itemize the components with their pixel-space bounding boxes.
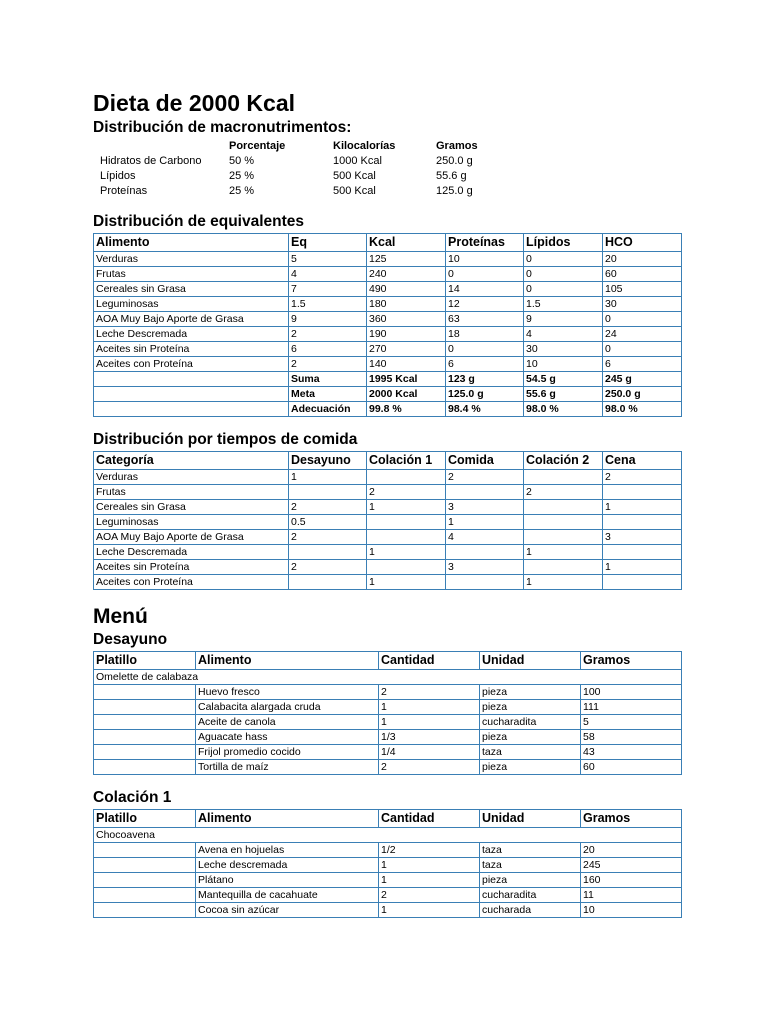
equiv-cell: 2: [289, 327, 367, 342]
desayuno-cell: Frijol promedio cocido: [196, 745, 379, 760]
equiv-row: [94, 267, 682, 282]
equiv-cell: 9: [289, 312, 367, 327]
equiv-cell: 2: [289, 357, 367, 372]
tiempos-cell: [367, 530, 446, 545]
tiempos-cell: [524, 470, 603, 485]
desayuno-cell: 100: [581, 685, 682, 700]
desayuno-cell: Calabacita alargada cruda: [196, 700, 379, 715]
equiv-cell: 6: [289, 342, 367, 357]
tiempos-cell: Leguminosas: [94, 515, 289, 530]
equiv-summary-cell: Meta: [289, 387, 367, 402]
colacion1-cell: taza: [480, 843, 581, 858]
equiv-cell: 190: [367, 327, 446, 342]
equiv-cell: 125: [367, 252, 446, 267]
tiempos-cell: 1: [446, 515, 524, 530]
equiv-summary-cell: 123 g: [446, 372, 524, 387]
equiv-row: [94, 342, 682, 357]
desayuno-cell: 1/3: [379, 730, 480, 745]
tiempos-cell: Aceites sin Proteína: [94, 560, 289, 575]
equiv-cell: 0: [446, 342, 524, 357]
desayuno-cell: Huevo fresco: [196, 685, 379, 700]
equiv-cell: 4: [524, 327, 603, 342]
tiempos-cell: 1: [603, 500, 682, 515]
equiv-cell: 0: [603, 312, 682, 327]
equiv-cell: 270: [367, 342, 446, 357]
equiv-cell: 0: [446, 267, 524, 282]
colacion1-cell: Plátano: [196, 873, 379, 888]
equiv-cell: 5: [289, 252, 367, 267]
macro-cell: 250.0 g: [436, 155, 473, 167]
desayuno-ingredient-row: [94, 715, 682, 730]
macro-cell: 500 Kcal: [333, 185, 376, 197]
colacion1-cell: [94, 888, 196, 903]
desayuno-ingredient-row: [94, 730, 682, 745]
colacion1-header-cell: Alimento: [196, 810, 379, 828]
tiempos-cell: 2: [446, 470, 524, 485]
equiv-cell: 30: [603, 297, 682, 312]
colacion1-cell: [94, 903, 196, 918]
colacion1-ingredient-row: [94, 873, 682, 888]
equiv-cell: Aceites con Proteína: [94, 357, 289, 372]
colacion1-cell: 160: [581, 873, 682, 888]
macro-row: [93, 154, 516, 169]
macro-header: [93, 139, 229, 154]
tiempos-cell: Cereales sin Grasa: [94, 500, 289, 515]
tiempos-header-cell: Comida: [446, 452, 524, 470]
equiv-heading: Distribución de equivalentes: [93, 213, 305, 230]
colacion1-cell: Mantequilla de cacahuate: [196, 888, 379, 903]
desayuno-cell: 5: [581, 715, 682, 730]
equiv-summary-cell: Adecuación: [289, 402, 367, 417]
desayuno-header-cell: Alimento: [196, 652, 379, 670]
macro-cell: Hidratos de Carbono: [100, 155, 202, 167]
colacion1-cell: Cocoa sin azúcar: [196, 903, 379, 918]
desayuno-cell: 1/4: [379, 745, 480, 760]
equiv-cell: 490: [367, 282, 446, 297]
tiempos-header-cell: Colación 2: [524, 452, 603, 470]
desayuno-cell: 111: [581, 700, 682, 715]
tiempos-cell: 3: [446, 560, 524, 575]
equiv-summary-cell: 245 g: [603, 372, 682, 387]
tiempos-cell: [524, 500, 603, 515]
colacion1-cell: Leche descremada: [196, 858, 379, 873]
desayuno-cell: [94, 760, 196, 775]
tiempos-cell: 2: [367, 485, 446, 500]
colacion1-cell: 1: [379, 903, 480, 918]
desayuno-cell: pieza: [480, 700, 581, 715]
equiv-cell: 6: [603, 357, 682, 372]
equiv-summary-cell: [94, 372, 289, 387]
colacion1-cell: cucharada: [480, 903, 581, 918]
colacion1-header-cell: Gramos: [581, 810, 682, 828]
colacion1-cell: Avena en hojuelas: [196, 843, 379, 858]
equiv-row: [94, 297, 682, 312]
equiv-summary-row: [94, 372, 682, 387]
equiv-cell: 4: [289, 267, 367, 282]
tiempos-cell: 2: [289, 530, 367, 545]
tiempos-row: [94, 545, 682, 560]
macro-cell: 50 %: [229, 155, 255, 167]
equiv-summary-cell: 98.0 %: [603, 402, 682, 417]
desayuno-cell: 60: [581, 760, 682, 775]
colacion1-ingredient-row: [94, 858, 682, 873]
equiv-summary-cell: 55.6 g: [524, 387, 603, 402]
desayuno-ingredient-row: [94, 700, 682, 715]
equiv-cell: 24: [603, 327, 682, 342]
tiempos-cell: 1: [289, 470, 367, 485]
tiempos-row: [94, 560, 682, 575]
desayuno-cell: 58: [581, 730, 682, 745]
equiv-summary-cell: 98.4 %: [446, 402, 524, 417]
macro-cell: 25 %: [229, 170, 255, 182]
tiempos-cell: Frutas: [94, 485, 289, 500]
equiv-summary-cell: 98.0 %: [524, 402, 603, 417]
tiempos-cell: [603, 485, 682, 500]
equiv-cell: 1.5: [524, 297, 603, 312]
equiv-cell: 9: [524, 312, 603, 327]
macro-row: [93, 184, 516, 199]
tiempos-header-row: [94, 452, 682, 470]
colacion1-cell: 11: [581, 888, 682, 903]
equiv-cell: Aceites sin Proteína: [94, 342, 289, 357]
colacion1-cell: [94, 843, 196, 858]
colacion1-cell: cucharadita: [480, 888, 581, 903]
colacion1-cell: 1: [379, 858, 480, 873]
equiv-summary-cell: Suma: [289, 372, 367, 387]
colacion1-cell: 10: [581, 903, 682, 918]
equiv-row: [94, 282, 682, 297]
tiempos-cell: [289, 545, 367, 560]
tiempos-cell: 2: [289, 560, 367, 575]
equiv-cell: 10: [524, 357, 603, 372]
macro-cell: Lípidos: [100, 170, 136, 182]
desayuno-cell: taza: [480, 745, 581, 760]
tiempos-row: [94, 515, 682, 530]
colacion1-ingredient-row: [94, 888, 682, 903]
tiempos-cell: [603, 575, 682, 590]
equiv-cell: 14: [446, 282, 524, 297]
equiv-cell: 12: [446, 297, 524, 312]
colacion1-cell: taza: [480, 858, 581, 873]
equiv-cell: 0: [524, 252, 603, 267]
desayuno-cell: [94, 685, 196, 700]
desayuno-cell: [94, 730, 196, 745]
equiv-cell: 1.5: [289, 297, 367, 312]
equiv-cell: Leche Descremada: [94, 327, 289, 342]
tiempos-cell: Aceites con Proteína: [94, 575, 289, 590]
macro-cell: 55.6 g: [436, 170, 467, 182]
macro-cell: 1000 Kcal: [333, 155, 382, 167]
tiempos-cell: 2: [524, 485, 603, 500]
tiempos-cell: [446, 545, 524, 560]
desayuno-ingredient-row: [94, 685, 682, 700]
equiv-header-cell: Lípidos: [524, 234, 603, 252]
equiv-cell: Cereales sin Grasa: [94, 282, 289, 297]
tiempos-cell: [289, 485, 367, 500]
colacion1-header-cell: Cantidad: [379, 810, 480, 828]
desayuno-dish-name: Omelette de calabaza: [94, 670, 682, 685]
tiempos-cell: Verduras: [94, 470, 289, 485]
equiv-cell: 0: [524, 282, 603, 297]
equiv-summary-cell: 1995 Kcal: [367, 372, 446, 387]
equiv-summary-cell: [94, 402, 289, 417]
tiempos-cell: 2: [289, 500, 367, 515]
menu-title: Menú: [93, 605, 148, 628]
macro-row: [93, 169, 516, 184]
colacion1-header-cell: Platillo: [94, 810, 196, 828]
desayuno-cell: 1: [379, 700, 480, 715]
colacion1-cell: 1/2: [379, 843, 480, 858]
desayuno-cell: Tortilla de maíz: [196, 760, 379, 775]
equiv-cell: 60: [603, 267, 682, 282]
equiv-cell: 180: [367, 297, 446, 312]
macro-cell: 125.0 g: [436, 185, 473, 197]
colacion1-header-row: [94, 810, 682, 828]
tiempos-cell: [603, 545, 682, 560]
colacion1-cell: 1: [379, 873, 480, 888]
equiv-cell: Frutas: [94, 267, 289, 282]
macro-header: Gramos: [436, 140, 478, 152]
equiv-row: [94, 252, 682, 267]
desayuno-header-cell: Gramos: [581, 652, 682, 670]
desayuno-header-cell: Unidad: [480, 652, 581, 670]
macro-header-row: [93, 139, 516, 154]
desayuno-header-cell: Platillo: [94, 652, 196, 670]
tiempos-header-cell: Desayuno: [289, 452, 367, 470]
equiv-cell: 30: [524, 342, 603, 357]
equiv-cell: 140: [367, 357, 446, 372]
equiv-cell: 360: [367, 312, 446, 327]
tiempos-header-cell: Cena: [603, 452, 682, 470]
equiv-cell: Leguminosas: [94, 297, 289, 312]
desayuno-cell: Aceite de canola: [196, 715, 379, 730]
equiv-row: [94, 312, 682, 327]
equiv-cell: 6: [446, 357, 524, 372]
tiempos-cell: 1: [524, 545, 603, 560]
desayuno-dish-row: [94, 670, 682, 685]
tiempos-cell: [603, 515, 682, 530]
desayuno-cell: cucharadita: [480, 715, 581, 730]
equiv-cell: 63: [446, 312, 524, 327]
equiv-cell: 0: [524, 267, 603, 282]
macro-cell: 500 Kcal: [333, 170, 376, 182]
desayuno-cell: 1: [379, 715, 480, 730]
equiv-header-cell: Alimento: [94, 234, 289, 252]
tiempos-cell: [367, 470, 446, 485]
colacion1-ingredient-row: [94, 843, 682, 858]
tiempos-cell: 4: [446, 530, 524, 545]
breakfast-menu-table: [93, 651, 682, 775]
macro-cell: 25 %: [229, 185, 255, 197]
colacion1-cell: 245: [581, 858, 682, 873]
tiempos-cell: [524, 560, 603, 575]
tiempos-cell: [524, 530, 603, 545]
equiv-summary-cell: [94, 387, 289, 402]
colacion1-header-cell: Unidad: [480, 810, 581, 828]
tiempos-cell: [367, 560, 446, 575]
equiv-summary-cell: 54.5 g: [524, 372, 603, 387]
desayuno-ingredient-row: [94, 760, 682, 775]
tiempos-heading: Distribución por tiempos de comida: [93, 431, 358, 448]
desayuno-cell: [94, 700, 196, 715]
macro-table: [93, 139, 516, 199]
tiempos-row: [94, 500, 682, 515]
tiempos-cell: 3: [603, 530, 682, 545]
colacion1-cell: 2: [379, 888, 480, 903]
equiv-cell: 18: [446, 327, 524, 342]
tiempos-cell: [524, 515, 603, 530]
equiv-cell: AOA Muy Bajo Aporte de Grasa: [94, 312, 289, 327]
tiempos-cell: 0.5: [289, 515, 367, 530]
equiv-header-row: [94, 234, 682, 252]
colacion1-cell: [94, 858, 196, 873]
equiv-row: [94, 327, 682, 342]
desayuno-cell: 2: [379, 760, 480, 775]
equiv-summary-row: [94, 402, 682, 417]
tiempos-cell: 1: [524, 575, 603, 590]
tiempos-cell: 1: [367, 545, 446, 560]
desayuno-header-cell: Cantidad: [379, 652, 480, 670]
equiv-header-cell: Proteínas: [446, 234, 524, 252]
equiv-header-cell: Kcal: [367, 234, 446, 252]
macro-heading: Distribución de macronutrimentos:: [93, 119, 352, 136]
desayuno-cell: pieza: [480, 760, 581, 775]
tiempos-header-cell: Categoría: [94, 452, 289, 470]
equiv-cell: 20: [603, 252, 682, 267]
tiempos-header-cell: Colación 1: [367, 452, 446, 470]
equiv-header-cell: Eq: [289, 234, 367, 252]
colacion1-cell: 20: [581, 843, 682, 858]
macro-header: Kilocalorías: [333, 140, 396, 152]
desayuno-cell: 43: [581, 745, 682, 760]
tiempos-cell: [367, 515, 446, 530]
tiempos-cell: [289, 575, 367, 590]
equiv-row: [94, 357, 682, 372]
equiv-summary-cell: 99.8 %: [367, 402, 446, 417]
macro-header: Porcentaje: [229, 140, 286, 152]
tiempos-cell: 1: [603, 560, 682, 575]
tiempos-cell: 1: [367, 575, 446, 590]
equiv-summary-cell: 250.0 g: [603, 387, 682, 402]
desayuno-ingredient-row: [94, 745, 682, 760]
tiempos-row: [94, 485, 682, 500]
tiempos-cell: 1: [367, 500, 446, 515]
equiv-summary-cell: 2000 Kcal: [367, 387, 446, 402]
equiv-summary-row: [94, 387, 682, 402]
page-title: Dieta de 2000 Kcal: [93, 90, 296, 116]
colacion1-dish-row: [94, 828, 682, 843]
colacion1-dish-name: Chocoavena: [94, 828, 682, 843]
colacion1-cell: [94, 873, 196, 888]
desayuno-cell: Aguacate hass: [196, 730, 379, 745]
equiv-summary-cell: 125.0 g: [446, 387, 524, 402]
tiempos-cell: 2: [603, 470, 682, 485]
colacion1-ingredient-row: [94, 903, 682, 918]
desayuno-cell: [94, 745, 196, 760]
desayuno-cell: 2: [379, 685, 480, 700]
equivalents-table: [93, 233, 682, 417]
tiempos-row: [94, 575, 682, 590]
equiv-cell: 10: [446, 252, 524, 267]
tiempos-cell: [446, 485, 524, 500]
equiv-cell: 7: [289, 282, 367, 297]
equiv-header-cell: HCO: [603, 234, 682, 252]
tiempos-row: [94, 530, 682, 545]
desayuno-cell: [94, 715, 196, 730]
tiempos-cell: Leche Descremada: [94, 545, 289, 560]
colacion1-heading: Colación 1: [93, 789, 172, 806]
desayuno-cell: pieza: [480, 730, 581, 745]
equiv-cell: 0: [603, 342, 682, 357]
macro-cell: Proteínas: [100, 185, 148, 197]
snack1-menu-table: [93, 809, 682, 918]
equiv-cell: 105: [603, 282, 682, 297]
tiempos-cell: [446, 575, 524, 590]
desayuno-header-row: [94, 652, 682, 670]
tiempos-cell: 3: [446, 500, 524, 515]
meal-times-table: [93, 451, 682, 590]
desayuno-heading: Desayuno: [93, 631, 168, 648]
colacion1-cell: pieza: [480, 873, 581, 888]
equiv-cell: Verduras: [94, 252, 289, 267]
equiv-cell: 240: [367, 267, 446, 282]
tiempos-row: [94, 470, 682, 485]
tiempos-cell: AOA Muy Bajo Aporte de Grasa: [94, 530, 289, 545]
desayuno-cell: pieza: [480, 685, 581, 700]
